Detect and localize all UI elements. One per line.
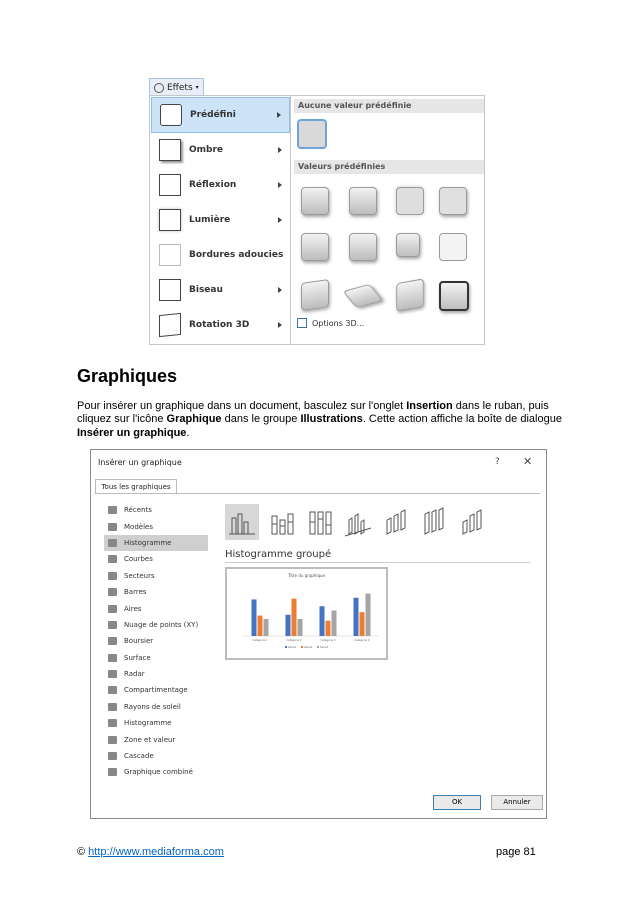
subtype-divider bbox=[225, 562, 530, 563]
menu-item-biseau[interactable] bbox=[151, 273, 290, 307]
category-label: Rayons de soleil bbox=[124, 702, 181, 711]
category-item[interactable] bbox=[104, 584, 208, 600]
paragraph-text: . Cette action affiche la boîte de dialogue bbox=[362, 413, 562, 426]
preset-swatch-5[interactable] bbox=[301, 233, 329, 261]
preview-legend-swatch bbox=[317, 646, 319, 648]
category-label: Cascade bbox=[124, 752, 154, 761]
preview-bar bbox=[264, 619, 269, 636]
effects-icon bbox=[154, 83, 164, 93]
preset-swatch-12[interactable] bbox=[439, 281, 469, 311]
category-icon bbox=[108, 506, 117, 514]
category-label: Compartimentage bbox=[124, 686, 188, 695]
reflection-icon bbox=[159, 174, 181, 196]
category-label: Histogramme bbox=[124, 538, 172, 547]
submenu-header-none: Aucune valeur prédéfinie bbox=[294, 99, 484, 113]
3d-percent-stacked-column-icon[interactable] bbox=[417, 504, 451, 540]
paragraph-text: Pour insérer un graphique dans un document, basculez sur l'onglet bbox=[77, 400, 407, 412]
section-paragraph bbox=[77, 400, 562, 440]
submenu-arrow-icon bbox=[278, 322, 282, 328]
menu-item-lumiere[interactable] bbox=[151, 203, 290, 237]
category-item[interactable] bbox=[104, 699, 208, 715]
category-item[interactable] bbox=[104, 764, 208, 780]
preview-chart-title: Titre du graphique bbox=[288, 573, 325, 578]
ok-button[interactable]: OK bbox=[433, 795, 481, 810]
effects-menu-screenshot bbox=[145, 78, 485, 346]
3d-stacked-column-icon[interactable] bbox=[379, 504, 413, 540]
category-item[interactable] bbox=[104, 666, 208, 682]
submenu-arrow-icon bbox=[278, 147, 282, 153]
menu-item-rotation-3d[interactable] bbox=[151, 308, 290, 342]
category-label: Nuage de points (XY) bbox=[124, 620, 199, 629]
menu-item-label: Biseau bbox=[189, 285, 223, 295]
menu-item-predefini[interactable] bbox=[151, 97, 290, 133]
menu-item-label: Lumière bbox=[189, 215, 231, 225]
category-item[interactable] bbox=[104, 502, 208, 518]
tab-all-charts[interactable]: Tous les graphiques bbox=[95, 479, 177, 494]
category-label: Barres bbox=[124, 588, 147, 597]
preset-swatch-3[interactable] bbox=[396, 187, 424, 215]
category-item[interactable] bbox=[104, 650, 208, 666]
category-icon bbox=[108, 670, 117, 678]
preview-bar bbox=[252, 599, 257, 636]
category-item[interactable] bbox=[104, 715, 208, 731]
percent-stacked-column-icon[interactable] bbox=[303, 504, 337, 540]
soft-edges-icon bbox=[159, 244, 181, 266]
dialog-title: Insérer un graphique bbox=[98, 458, 182, 467]
category-icon bbox=[108, 621, 117, 629]
3d-column-icon[interactable] bbox=[455, 504, 489, 540]
category-label: Radar bbox=[124, 670, 145, 679]
paragraph-text: dans le groupe bbox=[221, 413, 301, 426]
copyright-symbol: © bbox=[77, 846, 86, 858]
preset-swatch-1[interactable] bbox=[301, 187, 329, 215]
paragraph-bold-graphique: Graphique bbox=[166, 413, 222, 426]
preview-bar bbox=[298, 619, 303, 636]
rotation-3d-icon bbox=[159, 313, 181, 337]
category-icon bbox=[108, 572, 117, 580]
insert-chart-dialog bbox=[90, 449, 547, 819]
category-icon bbox=[108, 605, 117, 613]
cancel-button[interactable]: Annuler bbox=[491, 795, 543, 810]
category-item[interactable] bbox=[104, 518, 208, 534]
category-item[interactable] bbox=[104, 633, 208, 649]
category-label: Graphique combiné bbox=[124, 768, 193, 777]
paragraph-bold-dialog-name: Insérer un graphique bbox=[77, 426, 187, 439]
category-icon bbox=[108, 523, 117, 531]
clustered-column-icon[interactable] bbox=[225, 504, 259, 540]
category-label: Courbes bbox=[124, 555, 153, 564]
menu-item-label: Prédéfini bbox=[190, 110, 236, 120]
category-label: Aires bbox=[124, 604, 142, 613]
menu-item-label: Réflexion bbox=[189, 180, 237, 190]
category-icon bbox=[108, 637, 117, 645]
category-item[interactable] bbox=[104, 731, 208, 747]
preset-swatch-11[interactable] bbox=[396, 278, 424, 311]
chart-subtype-title: Histogramme groupé bbox=[225, 549, 332, 560]
submenu-arrow-icon bbox=[277, 112, 281, 118]
category-icon bbox=[108, 555, 117, 563]
page-number: page 81 bbox=[496, 846, 536, 858]
preset-icon bbox=[160, 104, 182, 126]
category-item[interactable] bbox=[104, 568, 208, 584]
stacked-column-icon[interactable] bbox=[265, 504, 299, 540]
preview-legend-label: Série2 bbox=[304, 646, 313, 649]
preview-bar bbox=[332, 611, 337, 637]
submenu-arrow-icon bbox=[278, 287, 282, 293]
glow-icon bbox=[159, 209, 181, 231]
section-title: Graphiques bbox=[77, 366, 178, 386]
submenu-header-presets: Valeurs prédéfinies bbox=[294, 160, 484, 174]
category-label: Zone et valeur bbox=[124, 735, 176, 744]
options-3d-link[interactable] bbox=[297, 318, 364, 328]
preview-bar bbox=[258, 616, 263, 636]
category-icon bbox=[108, 768, 117, 776]
effects-button-label: Effets bbox=[167, 82, 193, 93]
chart-category-list bbox=[104, 502, 208, 781]
category-label: Surface bbox=[124, 653, 151, 662]
category-icon bbox=[108, 654, 117, 662]
category-item[interactable] bbox=[104, 748, 208, 764]
preset-none-swatch[interactable] bbox=[297, 119, 327, 149]
preview-bar bbox=[292, 599, 297, 636]
preview-category-label: Catégorie 2 bbox=[286, 639, 302, 642]
category-label: Secteurs bbox=[124, 571, 155, 580]
preview-chart-svg bbox=[227, 569, 386, 658]
preview-category-label: Catégorie 1 bbox=[252, 639, 268, 642]
menu-item-label: Rotation 3D bbox=[189, 320, 250, 330]
chevron-down-icon: ▾ bbox=[195, 84, 199, 91]
footer-left bbox=[77, 846, 224, 858]
menu-item-bordures-adoucies[interactable] bbox=[151, 238, 290, 272]
preset-swatch-7[interactable] bbox=[396, 233, 420, 257]
preset-swatch-8[interactable] bbox=[439, 233, 467, 261]
3d-clustered-column-icon[interactable] bbox=[341, 504, 375, 540]
menu-item-label: Ombre bbox=[189, 145, 224, 155]
options-3d-label: Options 3D... bbox=[312, 318, 365, 328]
help-button[interactable]: ? bbox=[495, 457, 500, 467]
preset-submenu bbox=[290, 95, 485, 345]
preview-legend-label: Série3 bbox=[320, 646, 329, 649]
bevel-icon bbox=[159, 279, 181, 301]
paragraph-bold-illustrations: Illustrations bbox=[300, 413, 363, 426]
category-icon bbox=[108, 703, 117, 711]
shadow-icon bbox=[159, 139, 181, 161]
preview-bar bbox=[354, 598, 359, 636]
chart-subtype-gallery bbox=[225, 504, 495, 540]
category-label: Récents bbox=[124, 506, 152, 515]
category-item[interactable] bbox=[104, 682, 208, 698]
submenu-arrow-icon bbox=[278, 217, 282, 223]
paragraph-text: . bbox=[186, 426, 190, 439]
preset-swatch-9[interactable] bbox=[301, 279, 329, 311]
category-icon bbox=[108, 752, 117, 760]
preview-bar bbox=[366, 594, 371, 637]
preset-swatch-10[interactable] bbox=[342, 284, 383, 308]
effects-dropdown-menu bbox=[149, 95, 292, 345]
category-item[interactable] bbox=[104, 617, 208, 633]
category-icon bbox=[108, 736, 117, 744]
category-icon bbox=[108, 588, 117, 596]
preview-bar bbox=[360, 612, 365, 636]
preview-bar bbox=[286, 615, 291, 636]
menu-item-reflexion[interactable] bbox=[151, 168, 290, 202]
footer-link[interactable]: http://www.mediaforma.com bbox=[88, 846, 224, 858]
preview-bar bbox=[326, 621, 331, 636]
menu-item-label: Bordures adoucies bbox=[189, 250, 284, 260]
menu-item-ombre[interactable] bbox=[151, 133, 290, 167]
category-icon bbox=[108, 686, 117, 694]
preset-swatch-6[interactable] bbox=[349, 233, 377, 261]
tab-divider bbox=[95, 493, 540, 494]
category-item[interactable] bbox=[104, 535, 208, 551]
preview-category-label: Catégorie 4 bbox=[354, 639, 370, 642]
category-item[interactable] bbox=[104, 551, 208, 567]
preview-legend-swatch bbox=[285, 646, 287, 648]
category-label: Modèles bbox=[124, 522, 153, 531]
chart-preview[interactable] bbox=[225, 567, 388, 660]
submenu-arrow-icon bbox=[278, 182, 282, 188]
category-label: Histogramme bbox=[124, 719, 172, 728]
paragraph-text: dans le ruban, puis cliquez sur l'icône bbox=[77, 400, 549, 426]
preview-category-label: Catégorie 3 bbox=[320, 639, 336, 642]
category-icon bbox=[108, 719, 117, 727]
preset-swatch-4[interactable] bbox=[439, 187, 467, 215]
paragraph-bold-insertion: Insertion bbox=[406, 400, 453, 412]
category-icon bbox=[108, 539, 117, 547]
cube-icon bbox=[297, 318, 307, 328]
close-icon[interactable]: ✕ bbox=[523, 455, 533, 468]
preview-legend-label: Série1 bbox=[288, 646, 297, 649]
category-item[interactable] bbox=[104, 600, 208, 616]
preview-bar bbox=[320, 606, 325, 636]
preview-legend-swatch bbox=[301, 646, 303, 648]
category-label: Boursier bbox=[124, 637, 154, 646]
preset-swatch-2[interactable] bbox=[349, 187, 377, 215]
